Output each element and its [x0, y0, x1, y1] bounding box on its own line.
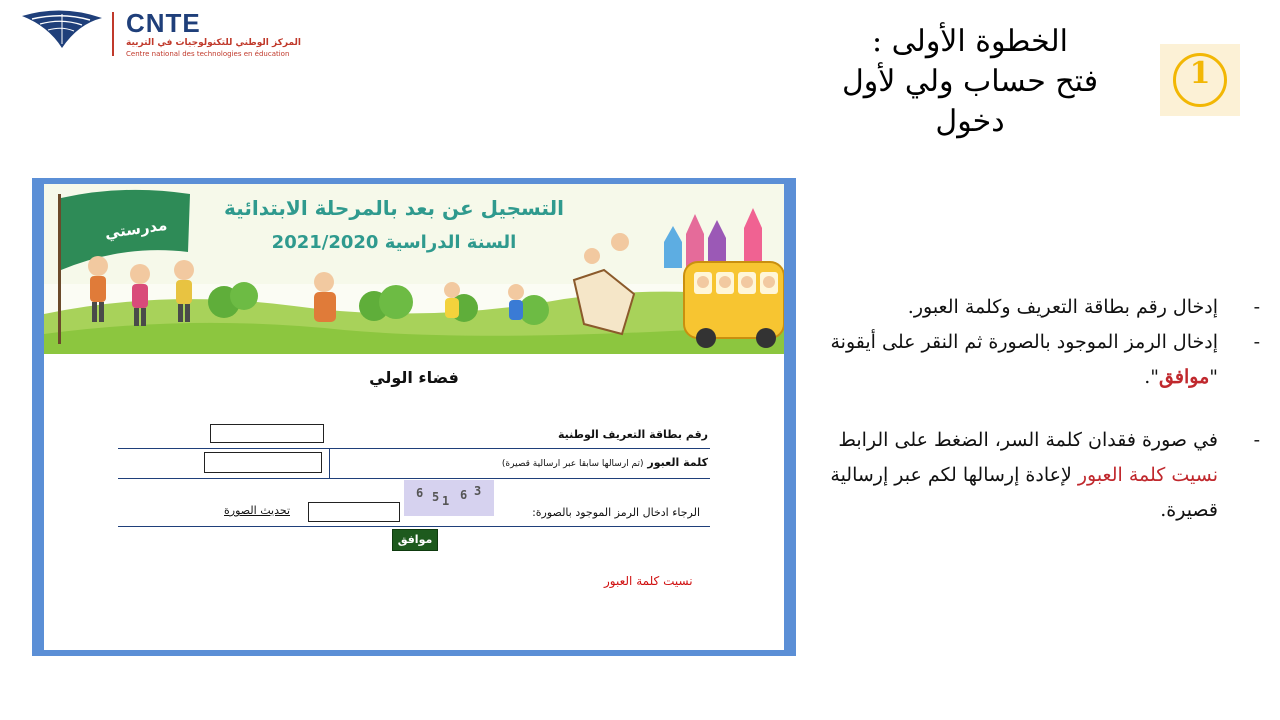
forgot-password-link[interactable]: نسيت كلمة العبور — [604, 574, 693, 588]
instruction-bullet: - — [1253, 296, 1260, 318]
instruction-item — [820, 290, 1260, 325]
captcha-char: 3 — [474, 484, 488, 498]
instruction-item — [820, 423, 1260, 528]
national-id-input[interactable] — [210, 424, 324, 443]
captcha-input[interactable] — [308, 502, 400, 522]
captcha-char: 6 — [460, 488, 474, 502]
instruction-bullet: - — [1253, 331, 1260, 353]
captcha-image — [404, 480, 494, 516]
step-heading-line3: دخول — [935, 104, 1005, 139]
form-divider — [118, 478, 710, 479]
instruction-text: إدخال رقم بطاقة التعريف وكلمة العبور. — [907, 296, 1218, 318]
step-heading-line1: الخطوة الأولى : — [872, 24, 1068, 59]
instruction-bullet: - — [1253, 429, 1260, 451]
step-number-badge — [1160, 44, 1240, 116]
logo-subtitle-fr: Centre national des technologies en éducation — [126, 50, 290, 58]
logo-subtitle-ar: المركز الوطني للتكنولوجيات في التربية — [126, 38, 301, 48]
step-number: 1 — [1173, 53, 1227, 107]
form-divider — [118, 448, 710, 449]
ok-button[interactable]: موافق — [392, 529, 438, 551]
password-hint: (تم ارسالها سابقا عبر ارسالية قصيرة) — [501, 459, 644, 469]
captcha-char: 5 — [432, 490, 446, 504]
instructions-list — [820, 290, 1260, 528]
captcha-label: الرجاء ادخال الرمز الموجود بالصورة: — [532, 506, 700, 519]
cnte-logo — [18, 8, 301, 58]
national-id-label: رقم بطاقة التعريف الوطنية — [558, 428, 708, 441]
refresh-captcha-link[interactable]: تحديث الصورة — [224, 504, 290, 517]
logo-divider — [112, 12, 114, 56]
banner-flag-text: مدرستي — [103, 215, 169, 243]
banner-title: التسجيل عن بعد بالمرحلة الابتدائية — [224, 196, 564, 220]
banner-school-year: السنة الدراسية 2021/2020 — [271, 232, 517, 253]
instruction-text: ". — [1144, 366, 1160, 388]
instruction-highlight-forgot: نسيت كلمة العبور — [1077, 464, 1218, 486]
logo-title: CNTE — [126, 8, 201, 38]
screenshot-frame — [32, 178, 796, 656]
password-label-text: كلمة العبور — [647, 456, 708, 469]
step-heading-line2: فتح حساب ولي لأول — [841, 64, 1099, 99]
step-heading — [820, 22, 1120, 142]
instruction-highlight-ok: موافق — [1159, 366, 1210, 388]
captcha-char: 1 — [442, 494, 456, 508]
instruction-text: في صورة فقدان كلمة السر، الضغط على الرابط — [838, 429, 1218, 451]
instruction-item — [820, 325, 1260, 395]
banner — [44, 184, 784, 354]
form-column-divider — [329, 448, 330, 478]
globe-logo-icon — [18, 8, 106, 52]
captcha-char: 6 — [416, 486, 430, 500]
instruction-text: لإعادة إرسالها لكم عبر إرسالية قصيرة. — [830, 464, 1218, 521]
password-input[interactable] — [204, 452, 322, 473]
form-divider — [118, 526, 710, 527]
instruction-text: إدخال الرمز الموجود بالصورة ثم النقر على أيقونة " — [830, 331, 1218, 388]
parent-space-page — [44, 184, 784, 650]
parent-space-title: فضاء الولي — [369, 368, 459, 387]
password-label — [502, 456, 708, 469]
